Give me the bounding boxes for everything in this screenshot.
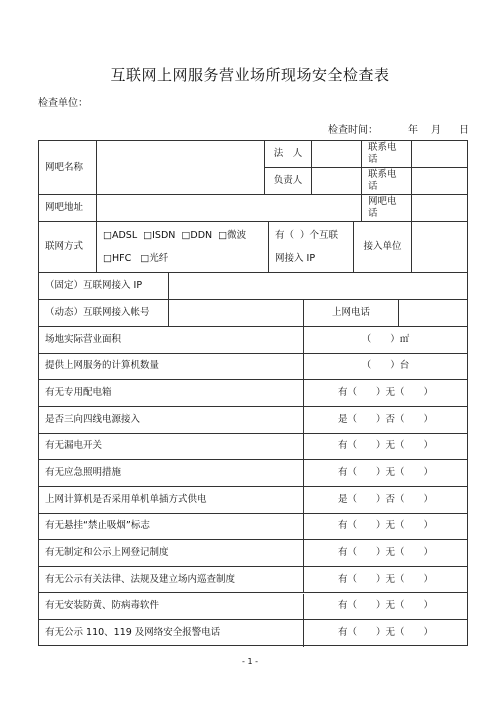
dynamic-account-label: （动态）互联网接入帐号 xyxy=(39,300,169,327)
contact-phone-label-1: 联系电话 xyxy=(362,141,412,168)
fixed-ip-field[interactable] xyxy=(169,273,467,300)
check-row-answer[interactable]: 有（ ）无（ ） xyxy=(304,567,467,594)
check-row-answer[interactable]: 是（ ）否（ ） xyxy=(304,487,467,514)
check-row-answer[interactable]: 有（ ）无（ ） xyxy=(304,434,467,461)
check-row-answer[interactable]: 有（ ）无（ ） xyxy=(304,460,467,487)
check-row-label: 有无专用配电箱 xyxy=(39,380,304,407)
inspection-time-label: 检查时间： xyxy=(328,125,378,136)
manager-field[interactable] xyxy=(312,168,362,195)
check-row-answer[interactable]: 有（ ）无（ ） xyxy=(304,594,467,621)
check-row-answer[interactable]: 有（ ）无（ ） xyxy=(304,380,467,407)
check-row-answer[interactable]: （ ）㎡ xyxy=(304,327,467,354)
cafe-address-field[interactable] xyxy=(97,195,362,222)
access-unit-label: 接入单位 xyxy=(354,222,412,273)
legal-person-field[interactable] xyxy=(312,141,362,168)
check-row-label: 有无漏电开关 xyxy=(39,434,304,461)
contact-phone-label-2: 联系电话 xyxy=(362,168,412,195)
network-options-line-1: □ADSL □ISDN □DDN □微波 xyxy=(103,229,247,241)
check-row-label: 有无安装防黄、防病毒软件 xyxy=(39,594,304,621)
check-row-label: 场地实际营业面积 xyxy=(39,327,304,354)
access-ip-count[interactable] xyxy=(269,222,354,273)
online-phone-field[interactable] xyxy=(399,300,467,327)
check-row-label: 上网计算机是否采用单机单插方式供电 xyxy=(39,487,304,514)
access-unit-field[interactable] xyxy=(412,222,467,273)
access-ip-line-2: 网接入 IP xyxy=(275,252,316,264)
day-label: 日 xyxy=(459,125,469,136)
dynamic-account-field[interactable] xyxy=(169,300,304,327)
network-options[interactable] xyxy=(97,222,269,273)
check-row-label: 有无公示 110、119 及网络安全报警电话 xyxy=(39,620,304,647)
check-row-answer[interactable]: 有（ ）无（ ） xyxy=(337,627,433,639)
fixed-ip-label: （固定）互联网接入 IP xyxy=(39,273,169,300)
access-ip-line-1: 有（ ）个互联 xyxy=(275,229,339,241)
year-label: 年 xyxy=(408,125,418,136)
online-phone-label: 上网电话 xyxy=(304,300,399,327)
page-number: - 1 - xyxy=(242,657,258,666)
check-row-label: 提供上网服务的计算机数量 xyxy=(39,354,304,381)
inspection-unit-label: 检查单位： xyxy=(38,98,88,109)
page-title: 互联网上网服务营业场所现场安全检查表 xyxy=(110,66,390,84)
check-row-label: 是否三向四线电源接入 xyxy=(39,407,304,434)
network-options-line-2: □HFC □光纤 xyxy=(103,252,169,264)
contact-phone-field-2[interactable] xyxy=(412,168,467,195)
legal-person-label: 法 人 xyxy=(265,141,312,168)
cafe-name-label: 网吧名称 xyxy=(39,141,97,195)
check-row-label: 有无应急照明措施 xyxy=(39,460,304,487)
cafe-address-label: 网吧地址 xyxy=(39,195,97,222)
check-row-label: 有无制定和公示上网登记制度 xyxy=(39,540,304,567)
check-row-answer[interactable]: 有（ ）无（ ） xyxy=(304,514,467,541)
cafe-phone-label: 网吧电话 xyxy=(362,195,412,222)
manager-label: 负责人 xyxy=(265,168,312,195)
check-row-label: 有无悬挂“禁止吸烟”标志 xyxy=(39,514,304,541)
cafe-name-field[interactable] xyxy=(97,141,265,195)
network-method-label: 联网方式 xyxy=(39,222,97,273)
month-label: 月 xyxy=(431,125,441,136)
cafe-phone-field[interactable] xyxy=(412,195,467,222)
check-row-answer[interactable]: （ ）台 xyxy=(304,354,467,381)
check-row-label: 有无公示有关法律、法规及建立场内巡查制度 xyxy=(39,567,304,594)
inspection-table xyxy=(38,140,468,646)
check-row-answer[interactable]: 有（ ）无（ ） xyxy=(304,540,467,567)
contact-phone-field-1[interactable] xyxy=(412,141,467,168)
check-row-answer[interactable]: 是（ ）否（ ） xyxy=(304,407,467,434)
